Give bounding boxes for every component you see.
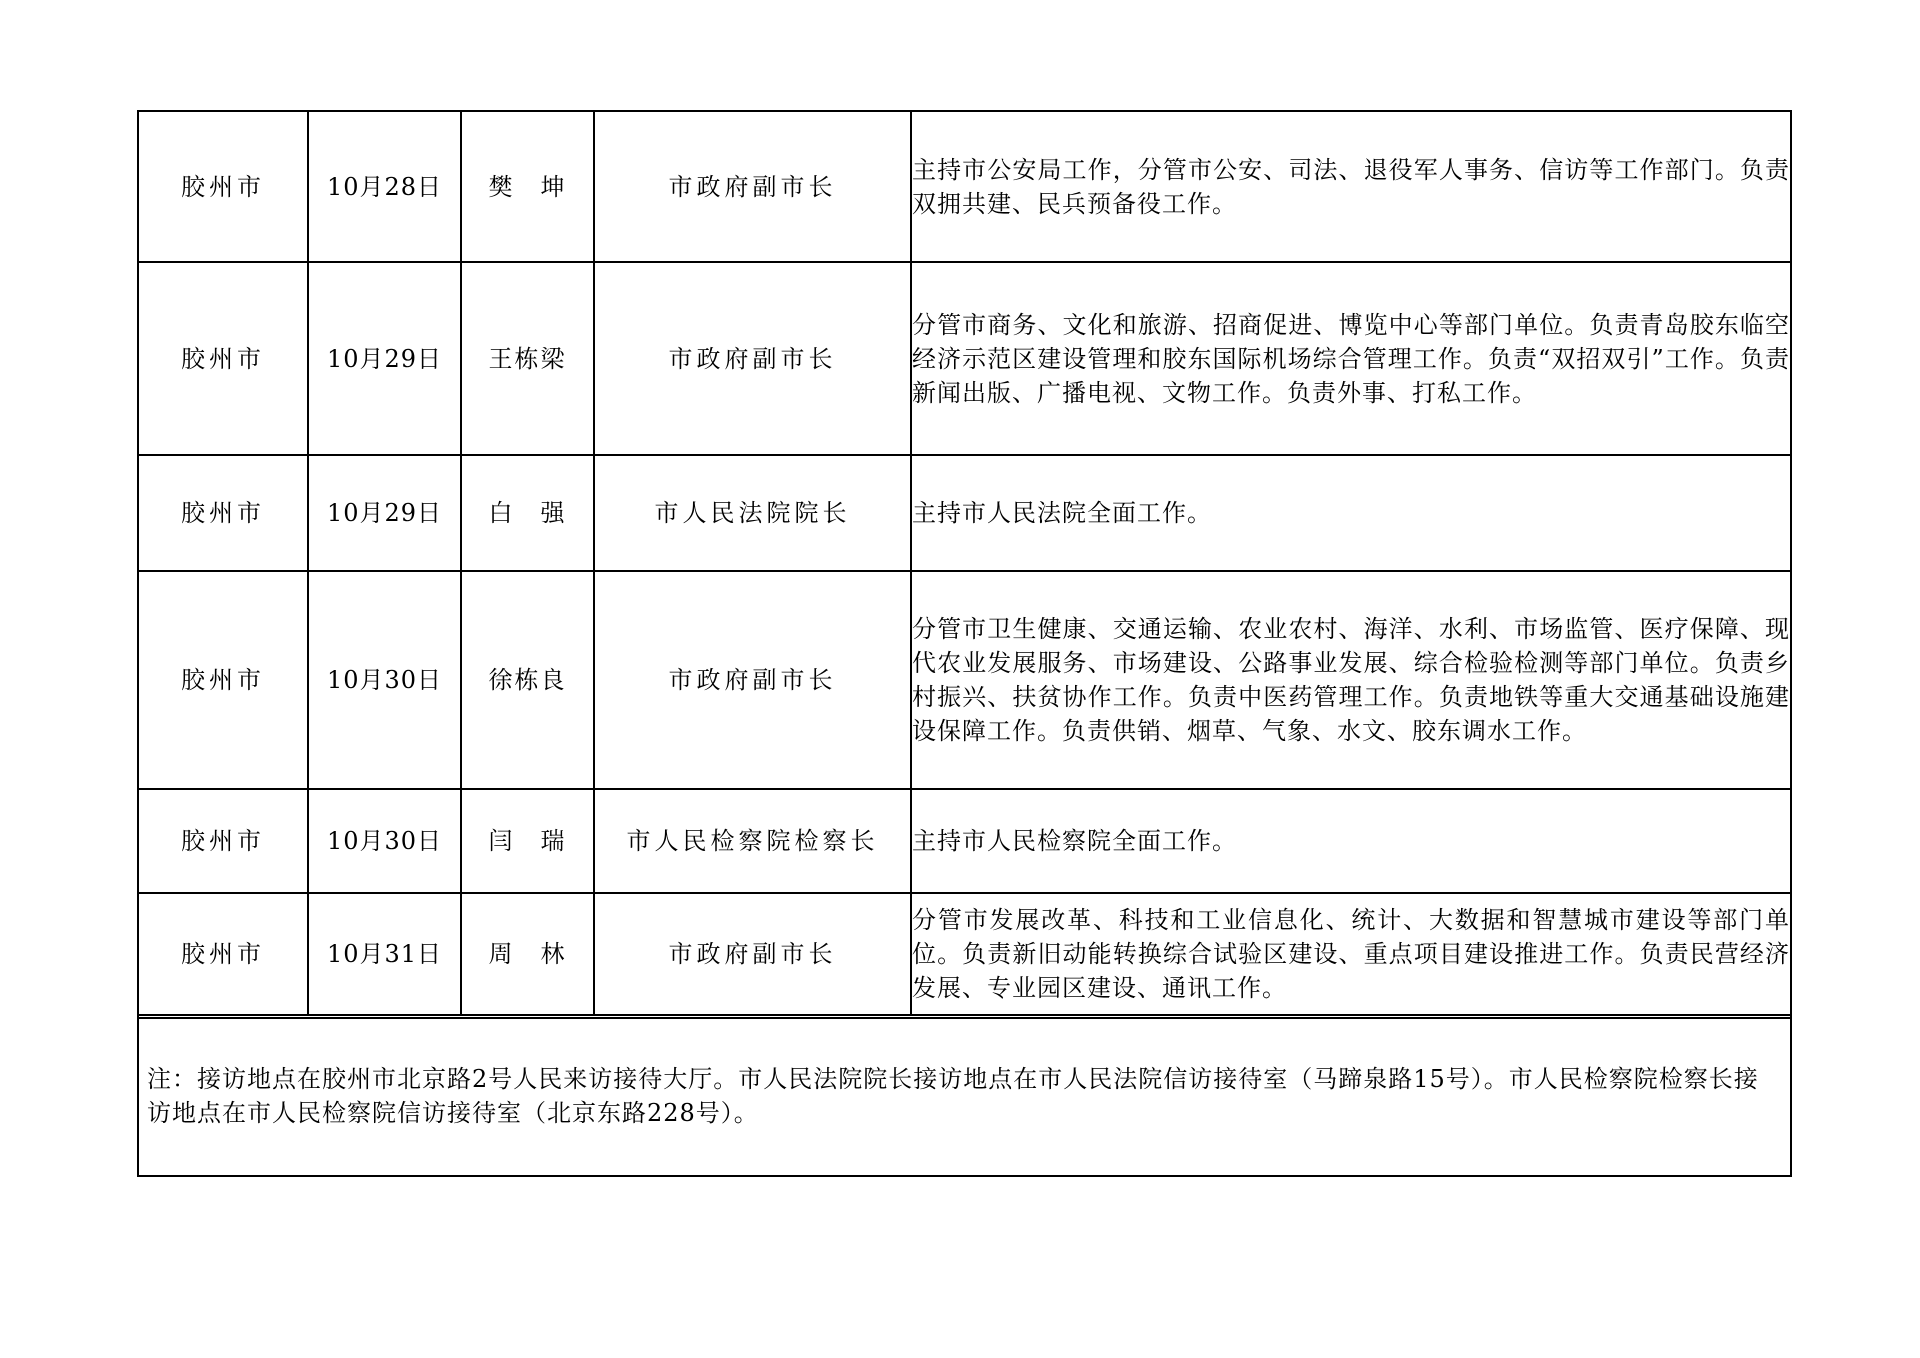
table-row: [139, 112, 1790, 262]
official-name-cell: 王栋梁: [461, 262, 594, 455]
table-row: [139, 571, 1790, 789]
position-cell: 市政府副市长: [594, 571, 911, 789]
duties-cell: 分管市商务、文化和旅游、招商促进、博览中心等部门单位。负责青岛胶东临空经济示范区建设管理和胶东国际机场综合管理工作。负责“双招双引”工作。负责新闻出版、广播电视、文物工作。负责外事、打私工作。: [911, 262, 1790, 455]
duties-cell: 主持市人民法院全面工作。: [911, 455, 1790, 571]
table-row: [139, 893, 1790, 1015]
date-cell: 10月29日: [308, 455, 461, 571]
official-name-cell: 徐栋良: [461, 571, 594, 789]
position-cell: 市政府副市长: [594, 262, 911, 455]
reception-schedule-table: [139, 112, 1790, 1016]
date-cell: 10月30日: [308, 571, 461, 789]
official-name-cell: 樊 坤: [461, 112, 594, 262]
official-name-cell: 周 林: [461, 893, 594, 1015]
city-cell: 胶州市: [139, 262, 308, 455]
city-cell: 胶州市: [139, 571, 308, 789]
reception-location-note: 注：接访地点在胶州市北京路2号人民来访接待大厅。市人民法院院长接访地点在市人民法院信访接待室（马蹄泉路15号）。市人民检察院检察长接访地点在市人民检察院信访接待室（北京东路228号）。: [147, 1065, 1759, 1127]
city-cell: 胶州市: [139, 112, 308, 262]
duties-cell: 主持市公安局工作，分管市公安、司法、退役军人事务、信访等工作部门。负责双拥共建、民兵预备役工作。: [911, 112, 1790, 262]
position-cell: 市政府副市长: [594, 112, 911, 262]
position-cell: 市人民检察院检察长: [594, 789, 911, 893]
position-cell: 市人民法院院长: [594, 455, 911, 571]
date-cell: 10月30日: [308, 789, 461, 893]
city-cell: 胶州市: [139, 455, 308, 571]
table-row: [139, 262, 1790, 455]
date-cell: 10月29日: [308, 262, 461, 455]
official-name-cell: 闫 瑞: [461, 789, 594, 893]
duties-cell: 分管市卫生健康、交通运输、农业农村、海洋、水利、市场监管、医疗保障、现代农业发展服务、市场建设、公路事业发展、综合检验检测等部门单位。负责乡村振兴、扶贫协作工作。负责中医药管理工作。负责地铁等重大交通基础设施建设保障工作。负责供销、烟草、气象、水文、胶东调水工作。: [911, 571, 1790, 789]
city-cell: 胶州市: [139, 893, 308, 1015]
table-row: [139, 789, 1790, 893]
city-cell: 胶州市: [139, 789, 308, 893]
date-cell: 10月28日: [308, 112, 461, 262]
position-cell: 市政府副市长: [594, 893, 911, 1015]
official-name-cell: 白 强: [461, 455, 594, 571]
duties-cell: 主持市人民检察院全面工作。: [911, 789, 1790, 893]
schedule-sheet: [137, 110, 1792, 1177]
date-cell: 10月31日: [308, 893, 461, 1015]
table-row: [139, 455, 1790, 571]
duties-cell: 分管市发展改革、科技和工业信息化、统计、大数据和智慧城市建设等部门单位。负责新旧动能转换综合试验区建设、重点项目建设推进工作。负责民营经济发展、专业园区建设、通讯工作。: [911, 893, 1790, 1015]
